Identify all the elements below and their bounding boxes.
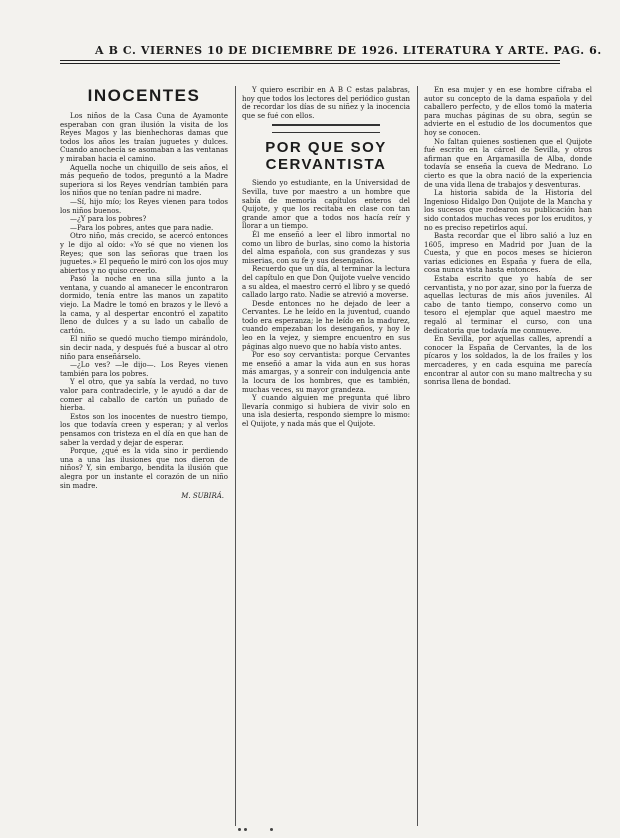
- paragraph: Estos son los inocentes de nuestro tiempo, los que todavía creen y esperan; y al verlos pensamos con tristeza en el día en que han de saber la verdad y dejar de esperar.: [60, 412, 228, 447]
- header-rule-thin: [60, 63, 560, 64]
- paragraph: En esa mujer y en ese hombre cifraba el autor su concepto de la dama española y del caballero perfecto, y de ellos tomó la materia para muchas páginas de su obra, según se advierte en el estudio de los documentos que hoy se conocen.: [424, 86, 592, 137]
- col1-signature: M. SUBIRÁ.: [181, 492, 224, 501]
- paragraph: Por eso soy cervantista: porque Cervantes me enseñó a amar la vida aun en sus horas más amargas, y a sonreír con indulgencia ante la locura de los hombres, que es también, muchas veces, su mayor grandeza.: [242, 351, 410, 394]
- column-divider-1: [235, 86, 236, 826]
- ornament-divider: [272, 124, 380, 133]
- paragraph: Aquella noche un chiquillo de seis años, el más pequeño de todos, preguntó a la Madre superiora si los Reyes vendrían también para los niños que no tenían padre ni madre.: [60, 163, 228, 198]
- paragraph: —¿Y para los pobres?: [70, 215, 147, 224]
- footer-dot: [244, 828, 247, 831]
- paragraph: Estaba escrito que yo había de ser cervantista, y no por azar, sino por la fuerza de aquellas lecturas de mis años juveniles. Al cabo de tanto tiempo, conservo como un tesoro el ejemplar que aquel maestro me regaló al terminar el curso, con una dedicatoria que todavía me conmueve.: [424, 275, 592, 335]
- column-2: [242, 86, 410, 831]
- footer-dot: [238, 828, 241, 831]
- col2-intro: Y quiero escribir en A B C estas palabras, hoy que todos los lectores del periódico gustan de recordar los días de su niñez y la inocencia que se fué con ellos.: [242, 86, 410, 120]
- footer-dot: [270, 828, 273, 831]
- col3-body: [424, 86, 592, 387]
- paragraph: El niño se quedó mucho tiempo mirándolo, sin decir nada, y después fué a buscar al otro niño para enseñárselo.: [60, 335, 228, 361]
- paragraph: —Sí, hijo mío; los Reyes vienen para todos los niños buenos.: [60, 197, 228, 215]
- column-3: [424, 86, 592, 831]
- article-title-inocentes: INOCENTES: [87, 86, 201, 105]
- paragraph: Siendo yo estudiante, en la Universidad de Sevilla, tuve por maestro a un hombre que sabía de memoria capítulos enteros del Quijote, y que los recitaba en clase con tan grande amor que a todos nos hacía reír y llorar a un tiempo.: [242, 179, 410, 231]
- paragraph: —Para los pobres, antes que para nadie.: [70, 223, 214, 232]
- column-1: [60, 86, 228, 831]
- paragraph: Pasó la noche en una silla junto a la ventana, y cuando al amanecer le encontraron dormido, tenía entre las manos un zapatito viejo. La Madre le tomó en brazos y le llevó a la cama, y al despertar encontró el zapatito lleno de dulces y a su lado un caballo de cartón.: [60, 275, 228, 335]
- paragraph: Desde entonces no he dejado de leer a Cervantes. Le he leído en la juventud, cuando todo era esperanza; le he leído en la madurez, cuando empezaban los desengaños, y hoy le leo en la vejez, y siempre encuentro en sus páginas algo nuevo que no había visto antes.: [242, 299, 410, 351]
- paragraph: Basta recordar que el libro salió a luz en 1605, impreso en Madrid por Juan de la Cuesta, y que en pocos meses se hicieron varias ediciones en España y fuera de ella, cosa nunca vista hasta entonces.: [424, 232, 592, 275]
- paragraph: En Sevilla, por aquellas calles, aprendí a conocer la España de Cervantes, la de los pícaros y los soldados, la de los frailes y los mercaderes, y en cada esquina me parecía encontrar al autor con su mano maltrecha y su sonrisa llena de bondad.: [424, 335, 592, 387]
- paragraph: Y cuando alguien me pregunta qué libro llevaría conmigo si hubiera de vivir solo en una isla desierta, respondo siempre lo mismo: el Quijote, y nada más que el Quijote.: [242, 394, 410, 428]
- paragraph: Los niños de la Casa Cuna de Ayamonte esperaban con gran ilusión la visita de los Reyes Magos y las bienhechoras damas que todos los años les traían juguetes y dulces. Cuando anochecía se asomaban a las ventanas y miraban hacia el camino.: [60, 112, 228, 163]
- paragraph: Porque, ¿qué es la vida sino ir perdiendo una a una las ilusiones que nos dieron de niños? Y, sin embargo, bendita la ilusión que alegra por un instante el corazón de un niño sin madre.: [60, 447, 228, 490]
- paragraph: La historia sabida de la Historia del Ingenioso Hidalgo Don Quijote de la Mancha y los sucesos que rodearon su publicación han sido contados muchas veces por los eruditos, y no es preciso repetirlos aquí.: [424, 189, 592, 232]
- column-divider-2: [417, 86, 418, 826]
- paragraph: Otro niño, más crecido, se acercó entonces y le dijo al oído: «Yo sé que no vienen los Reyes; que son las señoras que traen los juguetes.» El pequeño le miró con los ojos muy abiertos y no quiso creerlo.: [60, 232, 228, 275]
- col1-body: [60, 112, 228, 490]
- article-title-cervantista: POR QUE SOY CERVANTISTA: [265, 139, 387, 174]
- paragraph: Y el otro, que ya sabía la verdad, no tuvo valor para contradecirle, y le ayudó a dar de comer al caballo de cartón un puñado de hierba.: [60, 378, 228, 413]
- header-rule: [60, 60, 560, 61]
- page-header: A B C. VIERNES 10 DE DICIEMBRE DE 1926. LITERATURA Y ARTE. PAG. 6.: [95, 44, 602, 57]
- footer-marks: [0, 826, 620, 834]
- col2-body: [242, 179, 410, 428]
- paragraph: —¿Lo ves? —le dijo—. Los Reyes vienen también para los pobres.: [60, 361, 228, 378]
- paragraph: No faltan quienes sostienen que el Quijote fué escrito en la cárcel de Sevilla, y otros afirman que en Argamasilla de Alba, donde todavía se enseña la cueva de Medrano. Lo cierto es que la obra nació de la experiencia de una vida llena de trabajos y desventuras.: [424, 137, 592, 189]
- paragraph: Él me enseñó a leer el libro inmortal no como un libro de burlas, sino como la historia del alma española, con sus grandezas y sus miserias, con su fe y sus desengaños.: [242, 230, 410, 265]
- paragraph: Recuerdo que un día, al terminar la lectura del capítulo en que Don Quijote vuelve vencido a su aldea, el maestro cerró el libro y se quedó callado largo rato. Nadie se atrevió a moverse.: [242, 265, 410, 300]
